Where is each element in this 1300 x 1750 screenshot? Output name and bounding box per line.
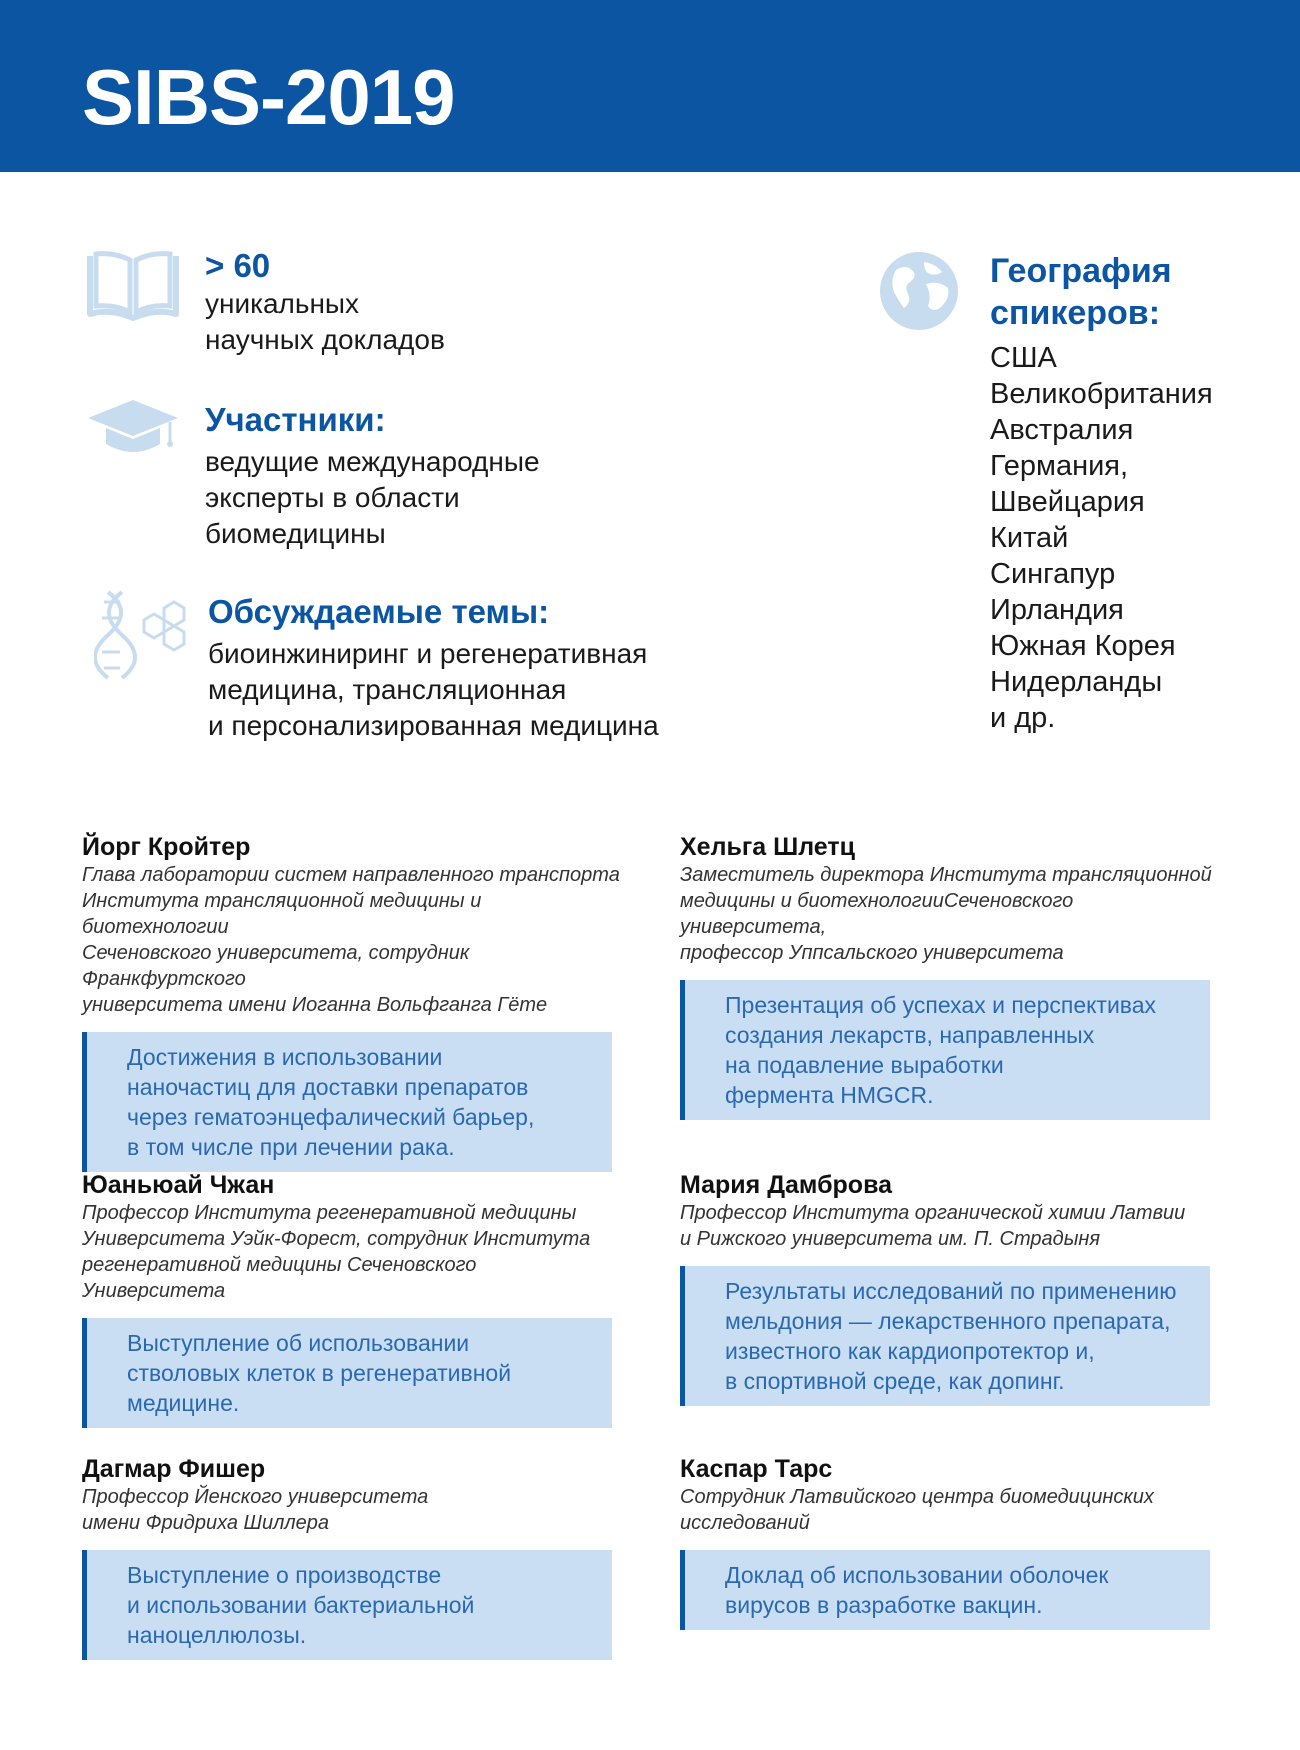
country-item: и др. — [990, 702, 1056, 734]
speaker-role-line: Профессор Института регенеративной медицины — [82, 1202, 577, 1224]
stat-reports-line: научных докладов — [205, 324, 445, 355]
speaker-card — [82, 1170, 622, 1428]
talk-line: в том числе при лечении рака. — [127, 1134, 455, 1160]
talk-line: создания лекарств, направленных — [725, 1022, 1095, 1048]
stat-reports-value: > 60 — [205, 247, 271, 284]
country-item: США — [990, 342, 1057, 374]
talk-box — [82, 1032, 612, 1172]
speaker-name: Йорг Кройтер — [82, 833, 251, 861]
country-list — [990, 340, 1213, 736]
speaker-role-line: Сеченовского университета, сотрудник Франкфуртского — [82, 942, 470, 990]
stat-participants-line: эксперты в области — [205, 482, 460, 513]
speaker-card — [82, 832, 622, 1172]
speaker-role — [82, 1484, 622, 1536]
speaker-name: Хельга Шлетц — [680, 833, 855, 861]
speaker-role — [82, 862, 622, 1018]
speaker-role-line: Университета Уэйк-Форест, сотрудник Института — [82, 1228, 591, 1250]
speaker-card — [82, 1454, 622, 1660]
stat-topics-line: и персонализированная медицина — [208, 710, 659, 741]
country-item: Германия, — [990, 450, 1129, 482]
speaker-role-line: университета имени Иоганна Вольфганга Гёте — [82, 994, 548, 1016]
speaker-card — [680, 1170, 1220, 1406]
stat-participants-line: ведущие международные — [205, 446, 540, 477]
speaker-role-line: профессор Уппсальского университета — [680, 942, 1064, 964]
stat-participants-line: биомедицины — [205, 518, 386, 549]
talk-line: наноцеллюлозы. — [127, 1622, 307, 1648]
talk-box — [680, 1266, 1210, 1406]
speaker-role-line: медицины и биотехнологииСеченовского университета, — [680, 890, 1074, 938]
talk-line: в спортивной среде, как допинг. — [725, 1368, 1065, 1394]
speaker-role-line: Института трансляционной медицины и биотехнологии — [82, 890, 482, 938]
stat-topics-line: медицина, трансляционная — [208, 674, 567, 705]
speaker-role-line: Глава лаборатории систем направленного транспорта — [82, 864, 620, 886]
stat-participants-heading: Участники: — [205, 401, 386, 438]
stat-participants — [205, 400, 540, 552]
page-title: SIBS-2019 — [82, 53, 455, 141]
talk-line: через гематоэнцефалический барьер, — [127, 1104, 535, 1130]
geography-heading — [990, 250, 1213, 334]
speaker-role-line: Профессор Института органической химии Латвии — [680, 1202, 1186, 1224]
talk-line: известного как кардиопротектор и, — [725, 1338, 1095, 1364]
talk-line: Доклад об использовании оболочек — [725, 1562, 1109, 1588]
geography-heading-line: География — [990, 252, 1172, 290]
speaker-name: Дагмар Фишер — [82, 1455, 266, 1483]
talk-line: на подавление выработки — [725, 1052, 1004, 1078]
speaker-name: Каспар Тарс — [680, 1455, 833, 1483]
speaker-role-line: Профессор Йенского университета — [82, 1486, 429, 1508]
country-item: Сингапур — [990, 558, 1116, 590]
geography-block — [990, 250, 1213, 736]
talk-line: медицине. — [127, 1390, 240, 1416]
country-item: Нидерланды — [990, 666, 1163, 698]
stat-reports — [205, 246, 445, 358]
stat-topics — [208, 592, 659, 744]
speaker-role — [680, 1200, 1220, 1252]
stat-topics-line: биоинжиниринг и регенеративная — [208, 638, 648, 669]
speaker-role-line: Сотрудник Латвийского центра биомедицинских — [680, 1486, 1154, 1508]
speaker-role — [680, 1484, 1220, 1536]
speaker-role — [680, 862, 1220, 966]
country-item: Великобритания — [990, 378, 1213, 410]
talk-line: фермента HMGCR. — [725, 1082, 934, 1108]
geography-heading-line: спикеров: — [990, 294, 1161, 332]
talk-line: мельдония — лекарственного препарата, — [725, 1308, 1171, 1334]
speaker-role — [82, 1200, 622, 1304]
talk-line: и использовании бактериальной — [127, 1592, 475, 1618]
talk-line: вирусов в разработке вакцин. — [725, 1592, 1043, 1618]
country-item: Австралия — [990, 414, 1134, 446]
talk-box — [82, 1550, 612, 1660]
graduation-cap-icon — [86, 398, 180, 456]
talk-box — [680, 980, 1210, 1120]
globe-icon — [878, 250, 960, 332]
speaker-card — [680, 1454, 1220, 1630]
talk-line: стволовых клеток в регенеративной — [127, 1360, 512, 1386]
talk-box — [82, 1318, 612, 1428]
talk-line: Выступление об использовании — [127, 1330, 470, 1356]
speaker-role-line: исследований — [680, 1512, 810, 1534]
talk-line: Достижения в использовании — [127, 1044, 443, 1070]
speaker-role-line: регенеративной медицины Сеченовского Университета — [82, 1254, 477, 1302]
speaker-role-line: Заместитель директора Института трансляционной — [680, 864, 1212, 886]
book-icon — [86, 250, 180, 324]
dna-molecule-icon — [94, 590, 186, 680]
country-item: Китай — [990, 522, 1069, 554]
header-banner — [0, 0, 1300, 172]
talk-line: Результаты исследований по применению — [725, 1278, 1177, 1304]
stat-reports-line: уникальных — [205, 288, 360, 319]
speaker-name: Мария Дамброва — [680, 1171, 893, 1199]
speaker-role-line: имени Фридриха Шиллера — [82, 1512, 330, 1534]
speaker-role-line: и Рижского университета им. П. Страдыня — [680, 1228, 1101, 1250]
talk-box — [680, 1550, 1210, 1630]
speaker-name: Юаньюай Чжан — [82, 1171, 275, 1199]
country-item: Швейцария — [990, 486, 1145, 518]
talk-line: Презентация об успехах и перспективах — [725, 992, 1157, 1018]
stat-topics-heading: Обсуждаемые темы: — [208, 593, 550, 630]
talk-line: наночастиц для доставки препаратов — [127, 1074, 529, 1100]
country-item: Ирландия — [990, 594, 1124, 626]
speaker-card — [680, 832, 1220, 1120]
country-item: Южная Корея — [990, 630, 1176, 662]
talk-line: Выступление о производстве — [127, 1562, 442, 1588]
